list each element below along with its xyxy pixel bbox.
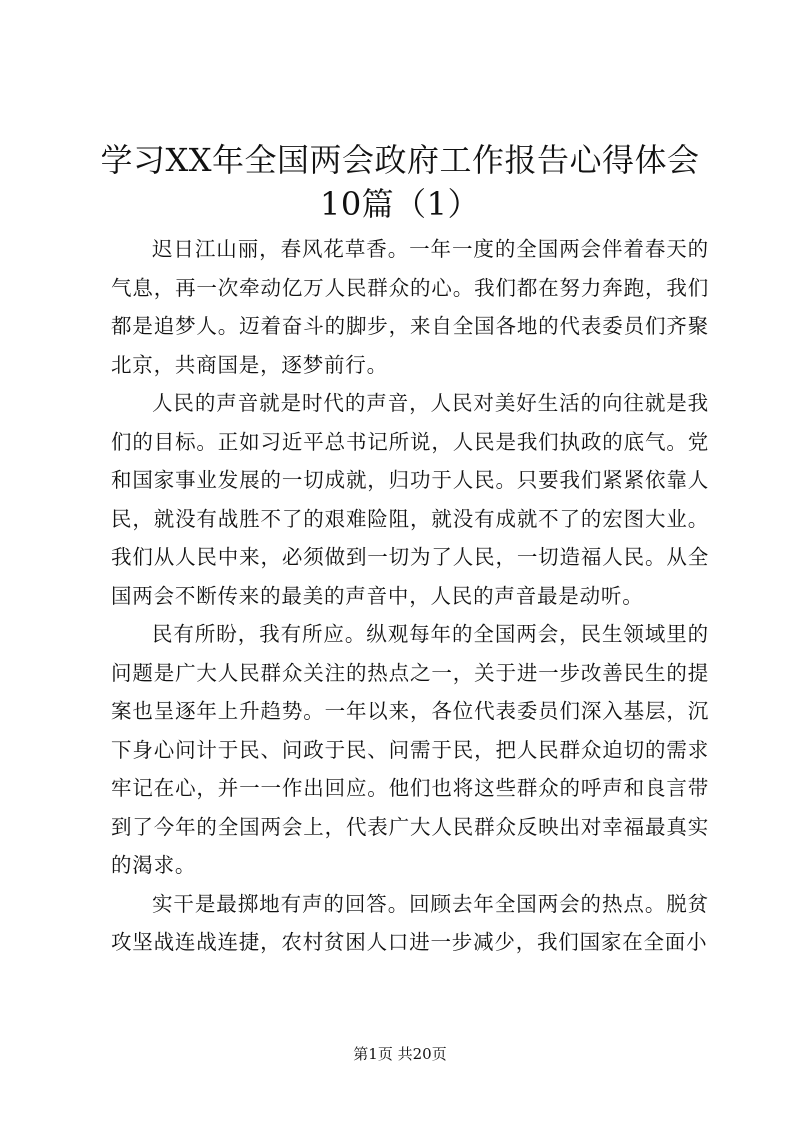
document-body: [111, 230, 709, 962]
document-title: 学习XX年全国两会政府工作报告心得体会10篇（1）: [100, 141, 700, 223]
paragraph: 人民的声音就是时代的声音，人民对美好生活的向往就是我们的目标。正如习近平总书记所说，人民是我们执政的底气。党和国家事业发展的一切成就，归功于人民。只要我们紧紧依靠人民，就没有战胜不了的艰难险阻，就没有成就不了的宏图大业。我们从人民中来，必须做到一切为了人民，一切造福人民。从全国两会不断传来的最美的声音中，人民的声音最是动听。: [111, 391, 709, 608]
page-footer: 第1页 共20页: [353, 1045, 447, 1063]
paragraph: 民有所盼，我有所应。纵观每年的全国两会，民生领域里的问题是广大人民群众关注的热点之一，关于进一步改善民生的提案也呈逐年上升趋势。一年以来，各位代表委员们深入基层，沉下身心问计于民、问政于民、问需于民，把人民群众迫切的需求牢记在心，并一一作出回应。他们也将这些群众的呼声和良言带到了今年的全国两会上，代表广大人民群众反映出对幸福最真实的渴求。: [111, 622, 709, 877]
paragraph: 实干是最掷地有声的回答。回顾去年全国两会的热点。脱贫攻坚战连战连捷，农村贫困人口进一步减少，我们国家在全面小: [111, 891, 709, 954]
paragraph: 迟日江山丽，春风花草香。一年一度的全国两会伴着春天的气息，再一次牵动亿万人民群众的心。我们都在努力奔跑，我们都是追梦人。迈着奋斗的脚步，来自全国各地的代表委员们齐聚北京，共商国是，逐梦前行。: [111, 237, 709, 377]
